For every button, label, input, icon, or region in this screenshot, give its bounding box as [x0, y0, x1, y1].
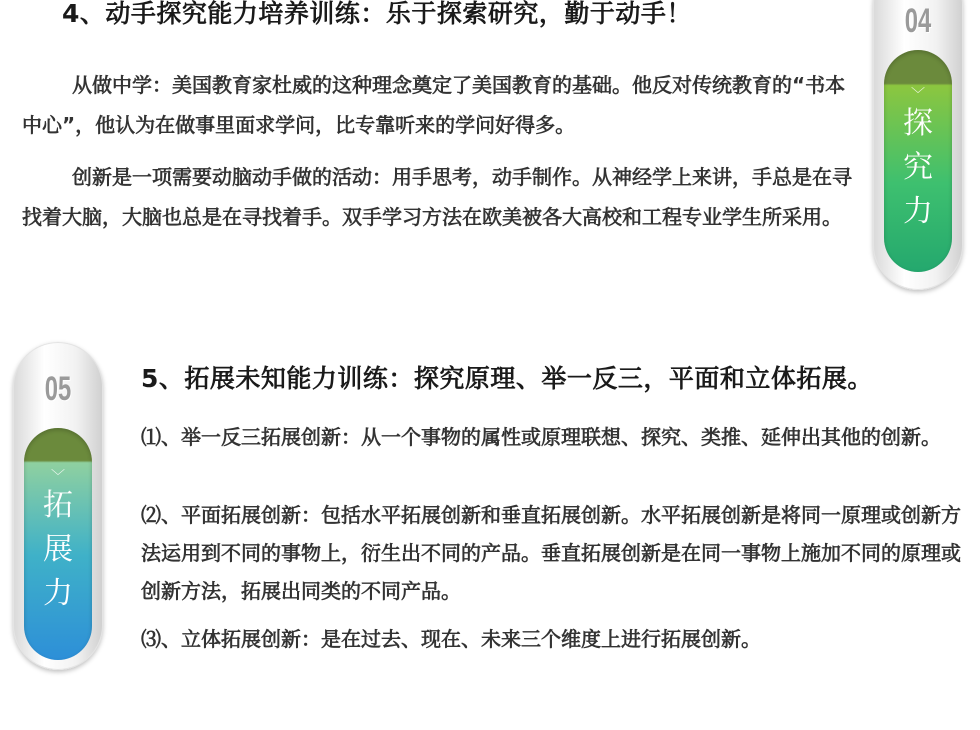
- chevron-down-icon: ﹀: [51, 469, 65, 485]
- section-4-paragraph-2: 创新是一项需要动脑动手做的活动：用手思考，动手制作。从神经学上来讲，手总是在寻找着大脑，大脑也总是在寻找着手。双手学习方法在欧美被各大高校和工程专业学生所采用。: [22, 165, 852, 229]
- badge-char: 展: [43, 532, 73, 567]
- section-5-badge: [13, 342, 103, 670]
- chevron-down-icon: ﹀: [911, 87, 925, 103]
- section-5-item-1: ⑴、举一反三拓展创新：从一个事物的属性或原理联想、探究、类推、延伸出其他的创新。: [141, 425, 941, 449]
- badge-char: 拓: [43, 488, 73, 523]
- section-5-item-2: ⑵、平面拓展创新：包括水平拓展创新和垂直拓展创新。水平拓展创新是将同一原理或创新方法运用到不同的事物上，衍生出不同的产品。垂直拓展创新是在同一事物上施加不同的原理或创新方法，拓展出同类的不同产品。: [141, 503, 961, 603]
- section-4-title: 4、动手探究能力培养训练：乐于探索研究，勤于动手！: [62, 0, 692, 28]
- section-5-item-3: ⑶、立体拓展创新：是在过去、现在、未来三个维度上进行拓展创新。: [141, 627, 761, 651]
- badge-char: 力: [43, 576, 73, 611]
- section-4-badge: [873, 0, 963, 290]
- badge-pill: [24, 428, 92, 660]
- badge-number: 05: [44, 370, 72, 408]
- badge-char: 究: [903, 150, 933, 185]
- badge-vertical-label: [24, 484, 92, 616]
- badge-char: 探: [903, 106, 933, 141]
- badge-number: 04: [904, 2, 932, 40]
- section-4-paragraph-1: 从做中学：美国教育家杜威的这种理念奠定了美国教育的基础。他反对传统教育的“书本中心”，他认为在做事里面求学问，比专靠听来的学问好得多。: [22, 73, 846, 137]
- badge-char: 力: [903, 194, 933, 229]
- badge-vertical-label: [884, 102, 952, 234]
- section-5-title: 5、拓展未知能力训练：探究原理、举一反三，平面和立体拓展。: [141, 364, 873, 393]
- badge-pill: [884, 50, 952, 272]
